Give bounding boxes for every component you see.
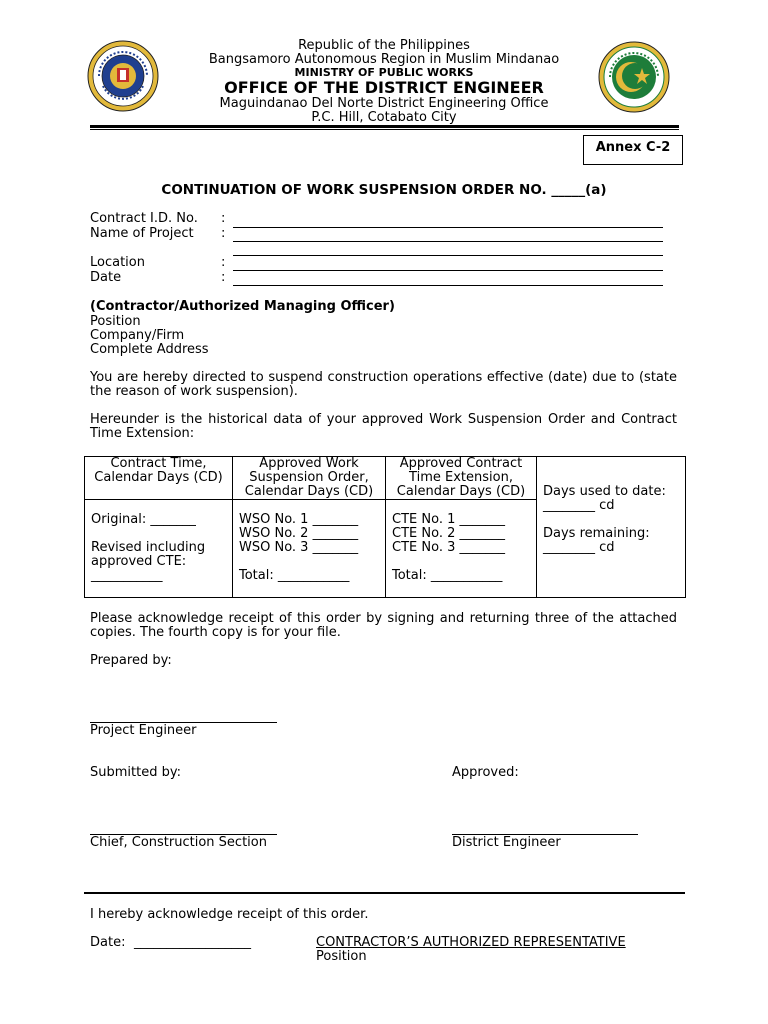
acknowledge-paragraph: Please acknowledge receipt of this order by signing and returning three of the attached copies. The fourth copy is for your file. <box>90 611 677 640</box>
contract-time-cell <box>85 500 233 598</box>
days-cell <box>537 457 686 598</box>
header-rule-thick <box>90 125 679 128</box>
contractor-company: Company/Firm <box>90 328 185 343</box>
header-ministry: MINISTRY OF PUBLIC WORKS <box>294 66 474 79</box>
date-colon: : <box>221 270 226 285</box>
contractor-position: Position <box>90 314 141 329</box>
days-remaining-blank: ________ cd <box>543 540 615 555</box>
revised-field: Revised including approved CTE: ___________ <box>91 540 206 583</box>
col-wso-header <box>233 457 386 500</box>
project-engineer-label: Project Engineer <box>90 723 197 738</box>
wso-cell <box>233 500 386 598</box>
cte-total-field: Total: ___________ <box>392 568 503 583</box>
project-name-colon: : <box>221 226 226 241</box>
submitted-by-label: Submitted by: <box>90 765 181 780</box>
cte-cell <box>386 500 537 598</box>
date-line <box>233 285 663 286</box>
header-office: OFFICE OF THE DISTRICT ENGINEER <box>224 78 544 97</box>
project-name-label: Name of Project <box>90 226 194 241</box>
header-region: Bangsamoro Autonomous Region in Muslim Mindanao <box>208 52 560 67</box>
location-label: Location <box>90 255 145 270</box>
receipt-statement: I hereby acknowledge receipt of this order. <box>90 907 369 922</box>
approved-label: Approved: <box>452 765 519 780</box>
project-name-line-2 <box>233 255 663 256</box>
header-district-office: Maguindanao Del Norte District Engineering Office <box>219 96 549 111</box>
location-colon: : <box>221 255 226 270</box>
original-field: Original: _______ <box>91 512 196 527</box>
header-rule-thin <box>90 129 679 130</box>
prepared-by-label: Prepared by: <box>90 653 172 668</box>
directive-paragraph: You are hereby directed to suspend construction operations effective (date) due to (state the reason of work suspension). <box>90 370 677 399</box>
wso-total-field: Total: ___________ <box>239 568 350 583</box>
district-engineer-label: District Engineer <box>452 835 561 850</box>
receipt-date-blank: __________________ <box>134 935 251 950</box>
annex-label: Annex C-2 <box>595 140 671 155</box>
cte-2-field: CTE No. 2 _______ <box>392 526 505 541</box>
days-remaining-label: Days remaining: <box>543 526 650 541</box>
col-contract-time-header <box>85 457 233 500</box>
chief-label: Chief, Construction Section <box>90 835 267 850</box>
wso-2-field: WSO No. 2 _______ <box>239 526 359 541</box>
receipt-separator <box>84 892 685 894</box>
days-used-blank: ________ cd <box>543 498 615 513</box>
annex-box <box>583 135 683 165</box>
contractor-representative-label: CONTRACTOR’S AUTHORIZED REPRESENTATIVE <box>316 935 626 950</box>
cte-1-field: CTE No. 1 _______ <box>392 512 505 527</box>
col-wso-header-text: Approved Work Suspension Order, Calendar Days (CD) <box>244 456 374 499</box>
representative-position-label: Position <box>316 949 367 964</box>
contract-id-colon: : <box>221 211 226 226</box>
col-cte-header-text: Approved Contract Time Extension, Calendar Days (CD) <box>396 456 526 499</box>
location-line <box>233 270 663 271</box>
contract-id-label: Contract I.D. No. <box>90 211 198 226</box>
header-republic: Republic of the Philippines <box>298 38 470 53</box>
col-contract-time-header-text: Contract Time, Calendar Days (CD) <box>94 456 223 485</box>
historical-paragraph: Hereunder is the historical data of your approved Work Suspension Order and Contract Time Extension: <box>90 412 677 441</box>
project-name-line <box>233 241 663 242</box>
document-title: CONTINUATION OF WORK SUSPENSION ORDER NO. _____(a) <box>161 182 607 198</box>
contract-id-line <box>233 227 663 228</box>
receipt-date-label: Date: <box>90 935 126 950</box>
date-label: Date <box>90 270 122 285</box>
wso-3-field: WSO No. 3 _______ <box>239 540 359 555</box>
cte-3-field: CTE No. 3 _______ <box>392 540 505 555</box>
col-cte-header <box>386 457 537 500</box>
wso-1-field: WSO No. 1 _______ <box>239 512 359 527</box>
historical-data-table <box>84 456 686 598</box>
days-used-label: Days used to date: <box>543 484 666 499</box>
contractor-address: Complete Address <box>90 342 209 357</box>
contractor-heading: (Contractor/Authorized Managing Officer) <box>90 299 395 314</box>
header-address: P.C. Hill, Cotabato City <box>311 110 457 125</box>
